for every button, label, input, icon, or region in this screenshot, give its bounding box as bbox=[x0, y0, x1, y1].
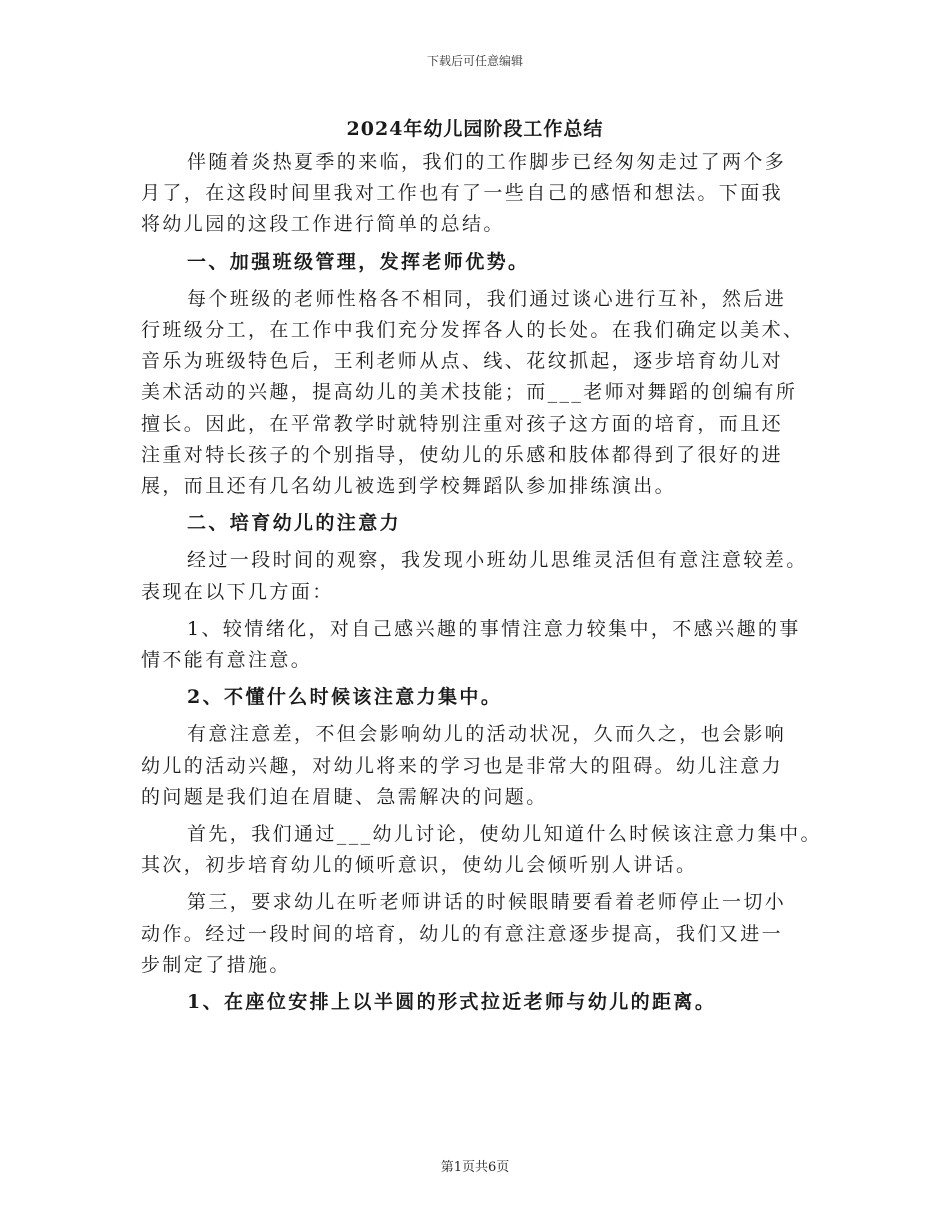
paragraph-line: 幼儿的活动兴趣，对幼儿将来的学习也是非常大的阻碍。幼儿注意力 bbox=[141, 754, 784, 777]
document-title: 2024年幼儿园阶段工作总结 bbox=[346, 118, 604, 140]
paragraph-line: 有意注意差，不但会影响幼儿的活动状况，久而久之，也会影响 bbox=[187, 723, 787, 746]
paragraph-line: 情不能有意注意。 bbox=[141, 649, 313, 672]
section-heading: 2、不懂什么时候该注意力集中。 bbox=[187, 686, 503, 709]
paragraph-line: 表现在以下几方面： bbox=[141, 580, 334, 603]
paragraph-line: 将幼儿园的这段工作进行简单的总结。 bbox=[141, 213, 505, 236]
paragraph-line: 展，而且还有几名幼儿被选到学校舞蹈队参加排练演出。 bbox=[141, 475, 677, 498]
paragraph-line: 伴随着炎热夏季的来临，我们的工作脚步已经匆匆走过了两个多 bbox=[187, 151, 787, 173]
section-heading: 一、加强班级管理，发挥老师优势。 bbox=[187, 250, 530, 273]
section-heading: 二、培育幼儿的注意力 bbox=[187, 512, 402, 535]
header-note: 下载后可任意编辑 bbox=[426, 54, 523, 68]
page-number: 第1页共6页 bbox=[440, 1160, 510, 1175]
paragraph-line: 动作。经过一段时间的培育，幼儿的有意注意逐步提高，我们又进一 bbox=[141, 922, 784, 945]
paragraph-line: 音乐为班级特色后，王利老师从点、线、花纹抓起，逐步培育幼儿对 bbox=[141, 350, 784, 373]
paragraph-line: 首先，我们通过___幼儿讨论，使幼儿知道什么时候该注意力集中。 bbox=[187, 823, 822, 846]
paragraph-line: 注重对特长孩子的个别指导，使幼儿的乐感和肢体都得到了很好的进 bbox=[141, 443, 784, 466]
paragraph-line: 每个班级的老师性格各不相同，我们通过谈心进行互补，然后进 bbox=[187, 287, 787, 310]
paragraph-line: 美术活动的兴趣，提高幼儿的美术技能；而___老师对舞蹈的创编有所 bbox=[141, 381, 798, 404]
paragraph-line: 的问题是我们迫在眉睫、急需解决的问题。 bbox=[141, 785, 548, 808]
document-body bbox=[141, 147, 821, 1018]
section-heading: 1、在座位安排上以半圆的形式拉近老师与幼儿的距离。 bbox=[187, 991, 717, 1014]
paragraph-line: 经过一段时间的观察，我发现小班幼儿思维灵活但有意注意较差。 bbox=[187, 549, 808, 572]
paragraph-line: 擅长。因此，在平常教学时就特别注重对孩子这方面的培育，而且还 bbox=[141, 412, 784, 435]
paragraph-line: 第三，要求幼儿在听老师讲话的时候眼睛要看着老师停止一切小 bbox=[187, 891, 787, 914]
paragraph-line: 行班级分工，在工作中我们充分发挥各人的长处。在我们确定以美术、 bbox=[141, 319, 805, 342]
paragraph-line: 步制定了措施。 bbox=[141, 953, 291, 976]
paragraph-line: 月了，在这段时间里我对工作也有了一些自己的感悟和想法。下面我 bbox=[141, 182, 784, 205]
paragraph-line: 其次，初步培育幼儿的倾听意识，使幼儿会倾听别人讲话。 bbox=[141, 854, 698, 877]
paragraph-line: 1、较情绪化，对自己感兴趣的事情注意力较集中，不感兴趣的事 bbox=[187, 617, 801, 640]
